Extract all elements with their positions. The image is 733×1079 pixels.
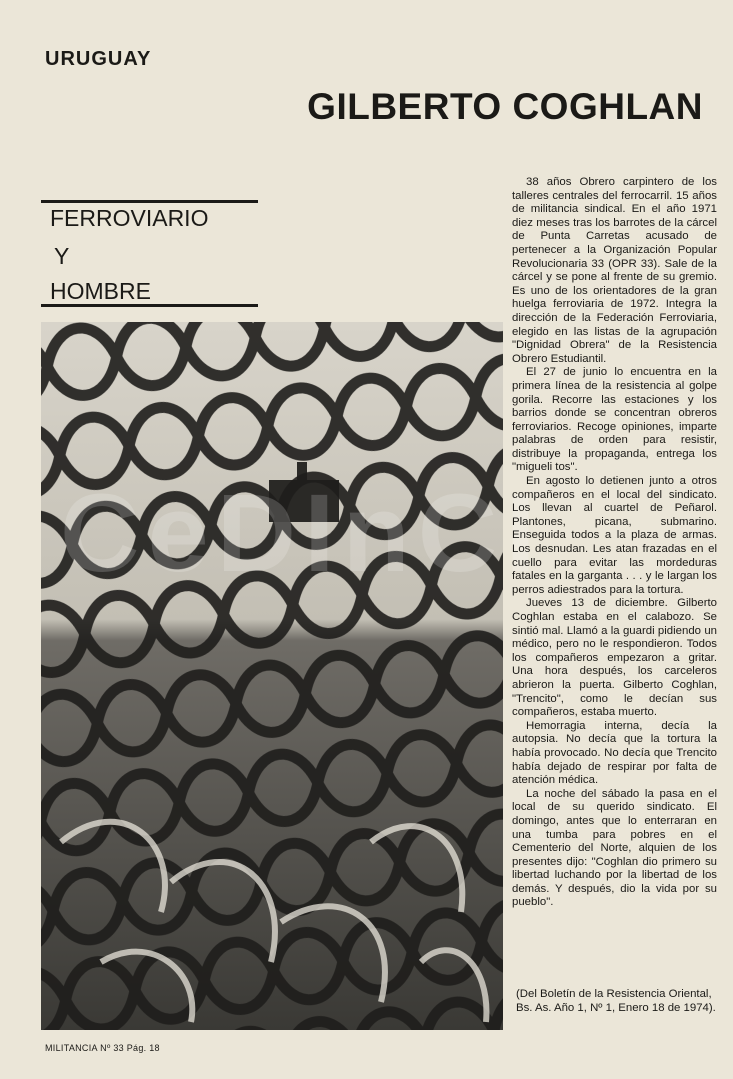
article-paragraph-2: El 27 de junio lo encuentra en la primera línea de la resistencia al golpe gorila. Recorre las estaciones y los barrios donde se concentran obreros ferroviarios. Recoge opiniones, imparte palabras de orden para resistir, distribuye la propaganda, entrega los "migueli tos". (512, 366, 717, 474)
article-paragraph-5: Hemorragia interna, decía la autopsia. No decía que la tortura la había provocado. No decía que Trencito había dejado de respirar por falta de atención médica. (512, 719, 717, 787)
subtitle-line-1: FERROVIARIO (50, 205, 209, 231)
subtitle-line-2: Y (54, 243, 70, 269)
article-headline: GILBERTO COGHLAN (307, 86, 703, 127)
fence-illustration (41, 322, 503, 1030)
article-paragraph-6: La noche del sábado la pasa en el local de su querido sindicato. El domingo, antes que lo enterraran en una tumba para pobres en el Cementerio del Norte, alquien de los presentes dijo: "Coghlan dio primero su libertad luchando por la libertad de los demás. Y después, dio la vida por su pueblo". (512, 787, 717, 909)
subtitle-line-3: HOMBRE (50, 278, 151, 304)
article-body (512, 176, 717, 910)
subtitle-rule-top (41, 200, 258, 203)
section-country: URUGUAY (45, 48, 152, 70)
article-paragraph-3: En agosto lo detienen junto a otros compañeros en el local del sindicato. Los llevan al cuartel de Peñarol. Plantones, picana, submarino. Enseguida todos a la plaza de armas. Los desnudan. Les atan frazadas en el cuello para evitar las mordeduras fatales en la garganta . . . y le largan los perros adiestrados para la tortura. (512, 475, 717, 596)
article-paragraph-4: Jueves 13 de diciembre. Gilberto Coghlan estaba en el calabozo. Se sintió mal. Llamó a la guardi pidiendo un médico, pero no le respondieron. Todos los compañeros empezaron a gritar. Una hora después, los carceleros abrieron la puerta. Gilberto Coghlan, "Trencito", como le decían sus compañeros, estaba muerto. (512, 597, 717, 719)
article-paragraph-1: 38 años Obrero carpintero de los talleres centrales del ferrocarril. 15 años de militancia sindical. En el año 1971 diez meses tras los barrotes de la cárcel de Punta Carretas acusado de pertenecer a la Organización Popular Revolucionaria 33 (OPR 33). Sale de la cárcel y se pone al frente de su gremio. Es uno de los orientadores de la gran huelga ferroviaria de 1972. Integra la dirección de la Federación Ferroviaria, elegido en las listas de la agrupación "Dignidad Obrera" de la Resistencia Obrero Estudiantil. (512, 176, 717, 365)
page-footer: MILITANCIA Nº 33 Pág. 18 (45, 1043, 160, 1053)
subtitle-rule-bottom (41, 304, 258, 307)
article-source: (Del Boletín de la Resistencia Oriental, Bs. As. Año 1, Nº 1, Enero 18 de 1974). (516, 988, 716, 1014)
chain-link-fence-photo (41, 322, 503, 1030)
